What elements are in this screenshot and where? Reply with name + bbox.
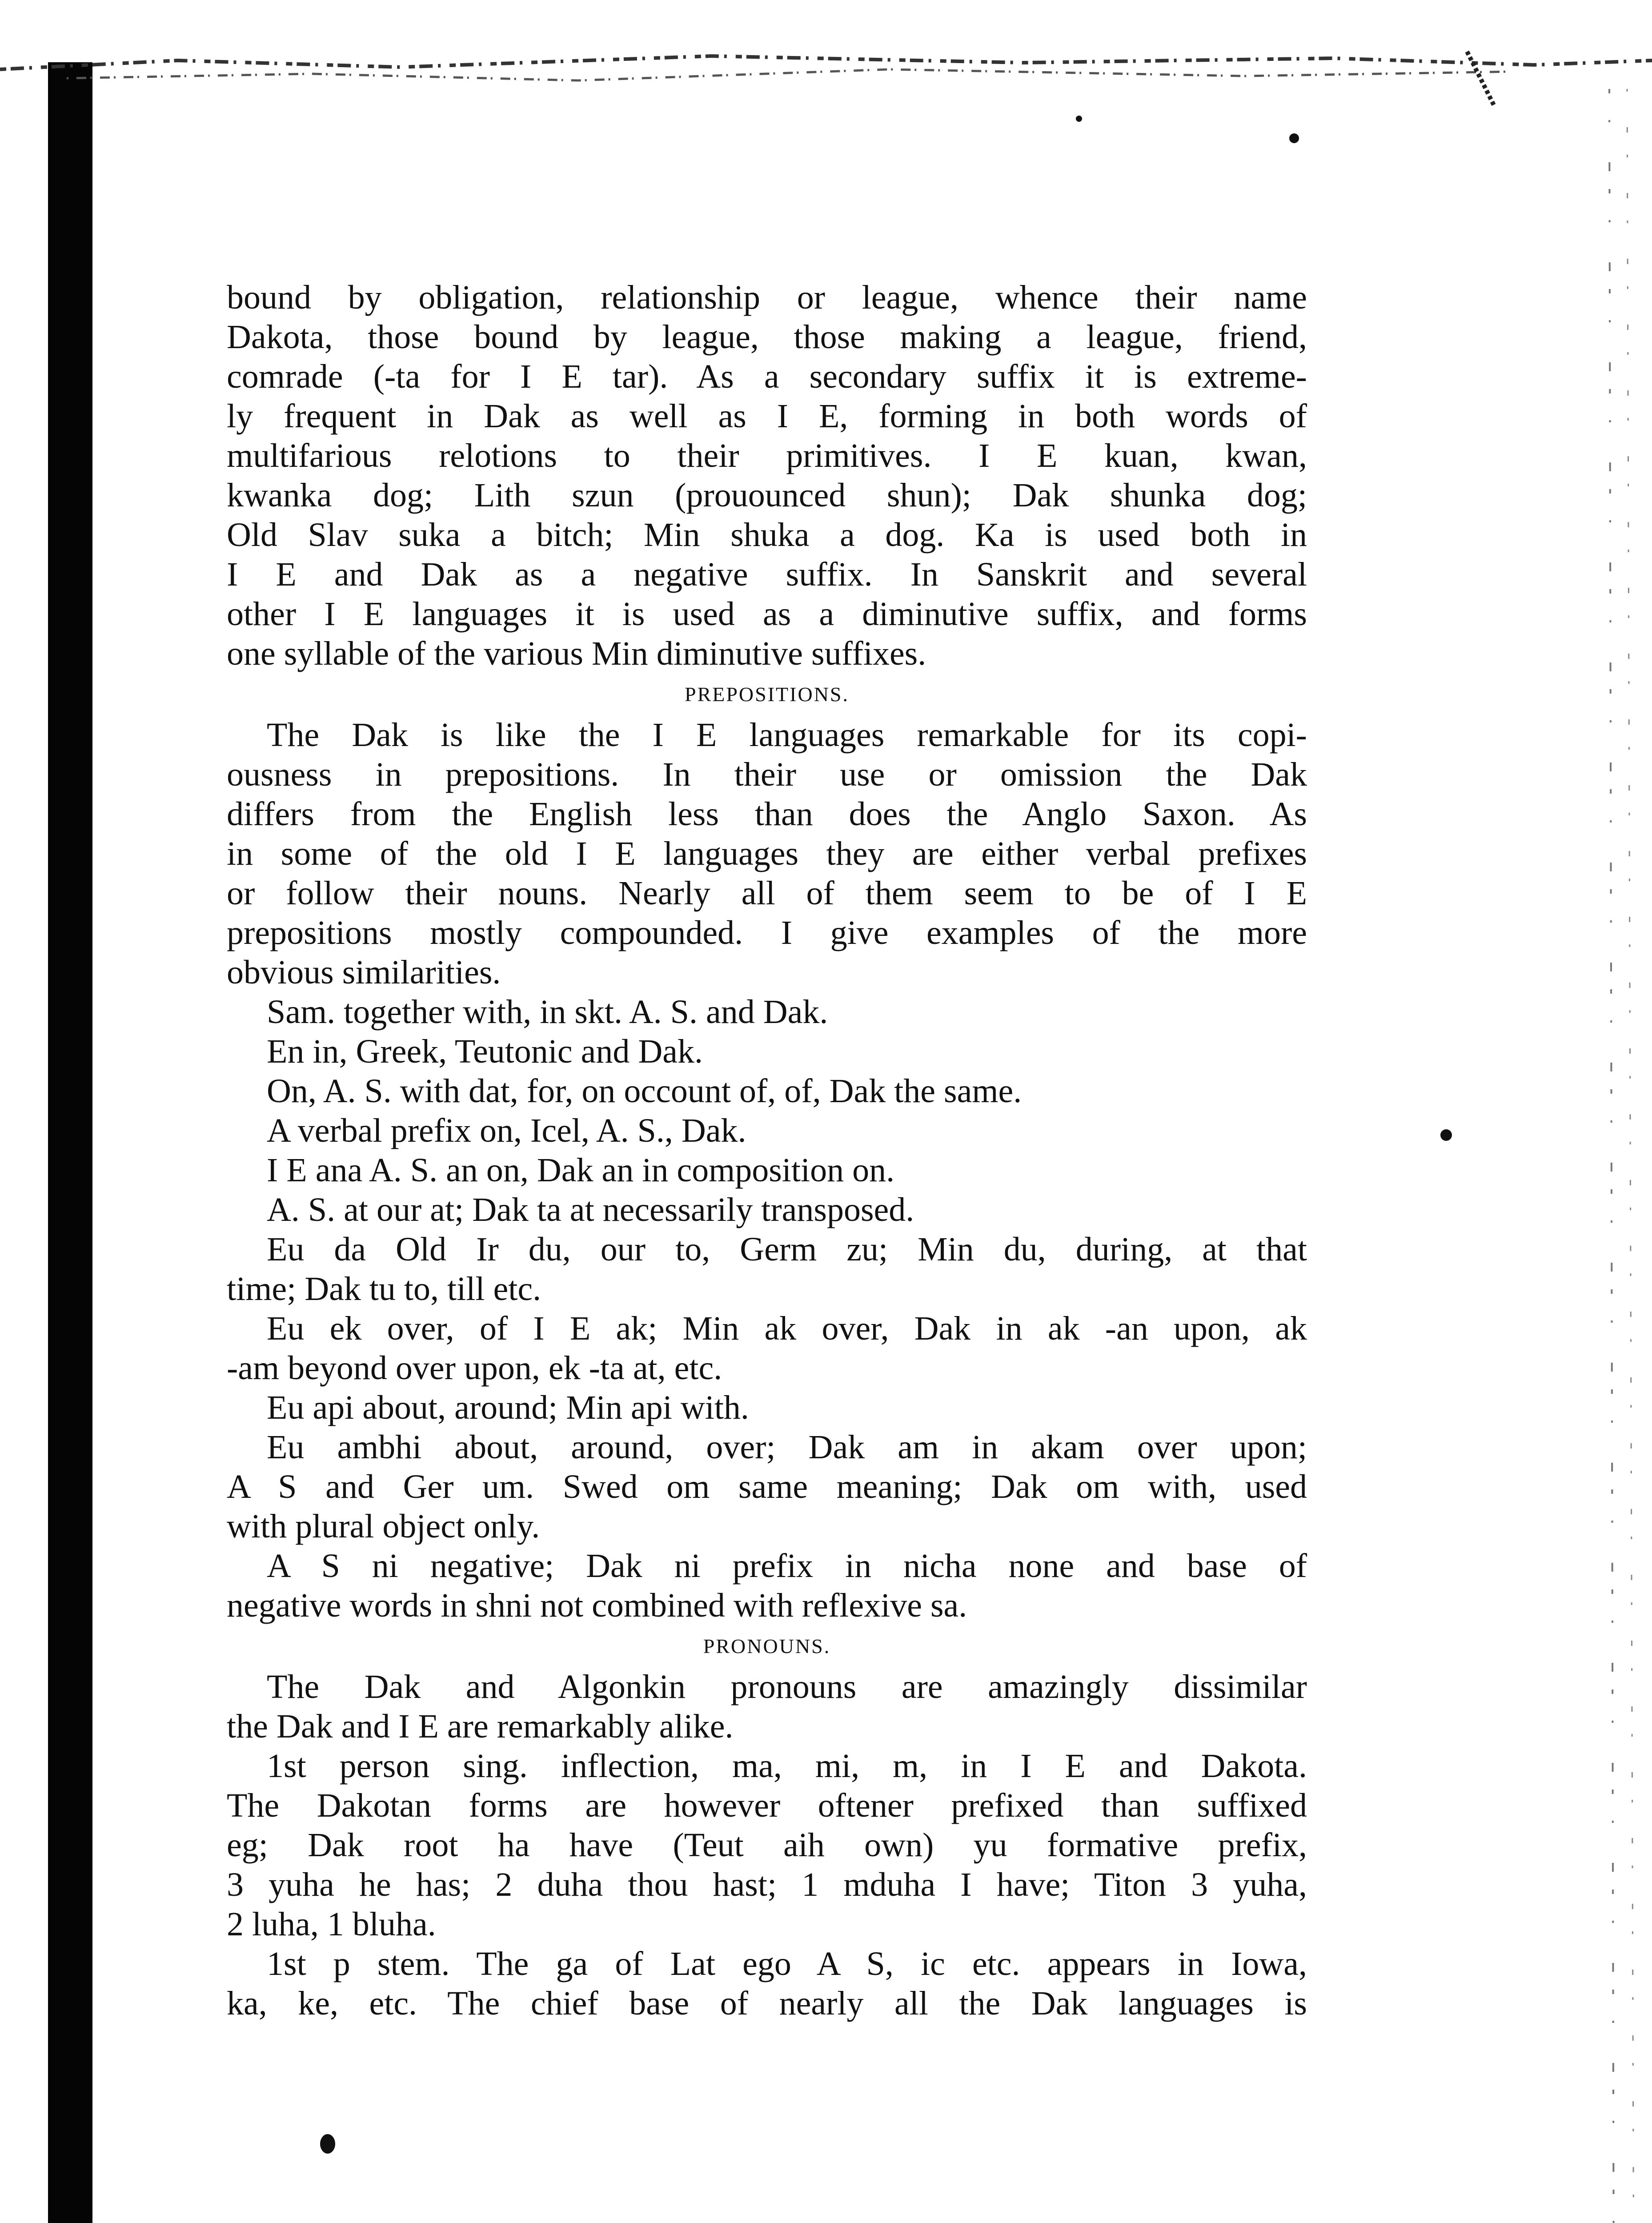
eu-ambhi-paragraph: [227, 1428, 1307, 1546]
example-line: On, A. S. with dat, for, on occount of, of, Dak the same.: [267, 1072, 1022, 1110]
text-line: The Dak and Algonkin pronouns are amazingly dissimilar: [267, 1668, 1307, 1705]
text-line: ly frequent in Dak as well as I E, forming in both words of: [227, 397, 1307, 435]
pronouns-intro-paragraph: [227, 1667, 1307, 1746]
ink-speck: [1289, 133, 1299, 143]
text-line: 1st p stem. The ga of Lat ego A S, ic etc. appears in Iowa,: [267, 1945, 1307, 1982]
text-line: Eu da Old Ir du, our to, Germ zu; Min du, during, at that: [267, 1231, 1307, 1268]
prepositions-intro-paragraph: [227, 715, 1307, 992]
section-heading-prepositions: PREPOSITIONS.: [684, 683, 849, 706]
text-line: I E and Dak as a negative suffix. In Sanskrit and several: [227, 556, 1307, 593]
text-line: with plural object only.: [227, 1508, 540, 1545]
text-line: A S and Ger um. Swed om same meaning; Dak om with, used: [227, 1468, 1307, 1505]
text-line: The Dak is like the I E languages remarkable for its copi-: [267, 716, 1307, 754]
text-line: 2 luha, 1 bluha.: [227, 1906, 436, 1943]
example-line: A verbal prefix on, Icel, A. S., Dak.: [267, 1112, 746, 1149]
text-line: ka, ke, etc. The chief base of nearly all the Dak languages is: [227, 1985, 1307, 2022]
text-line: ousness in prepositions. In their use or omission the Dak: [227, 756, 1307, 793]
as-ni-paragraph: [227, 1546, 1307, 1625]
text-line: one syllable of the various Min diminutive suffixes.: [227, 635, 926, 672]
eu-da-paragraph: [227, 1230, 1307, 1309]
text-line: The Dakotan forms are however oftener prefixed than suffixed: [227, 1787, 1307, 1824]
text-line: in some of the old I E languages they are either verbal prefixes: [227, 835, 1307, 872]
text-line: eg; Dak root ha have (Teut aih own) yu formative prefix,: [227, 1826, 1307, 1864]
text-line: comrade (-ta for I E tar). As a secondary suffix it is extreme-: [227, 358, 1307, 395]
text-line: Eu ek over, of I E ak; Min ak over, Dak in ak -an upon, ak: [267, 1310, 1307, 1347]
eu-ek-paragraph: [227, 1309, 1307, 1388]
text-line: 3 yuha he has; 2 duha thou hast; 1 mduha I have; Titon 3 yuha,: [227, 1866, 1307, 1903]
example-line: A. S. at our at; Dak ta at necessarily transposed.: [267, 1191, 914, 1228]
first-person-paragraph: [227, 1746, 1307, 1944]
scan-binding-bar: [48, 62, 92, 2223]
example-line: Sam. together with, in skt. A. S. and Dak.: [267, 993, 828, 1031]
text-column: [227, 278, 1307, 2023]
text-line: other I E languages it is used as a diminutive suffix, and forms: [227, 595, 1307, 633]
text-line: -am beyond over upon, ek -ta at, etc.: [227, 1349, 722, 1387]
example-line: I E ana A. S. an on, Dak an in composition on.: [267, 1152, 895, 1189]
text-line: obvious similarities.: [227, 954, 501, 991]
top-edge-noise: [0, 43, 1652, 109]
ink-speck: [1076, 116, 1082, 122]
text-line: Dakota, those bound by league, those making a league, friend,: [227, 318, 1307, 356]
eu-api-line: Eu api about, around; Min api with.: [267, 1389, 749, 1426]
text-line: or follow their nouns. Nearly all of them seem to be of I E: [227, 875, 1307, 912]
text-line: negative words in shni not combined with reflexive sa.: [227, 1587, 967, 1624]
text-line: bound by obligation, relationship or league, whence their name: [227, 279, 1307, 316]
first-stem-paragraph: [227, 1944, 1307, 2023]
right-edge-noise: [1458, 89, 1652, 2223]
text-line: Eu ambhi about, around, over; Dak am in akam over upon;: [267, 1428, 1307, 1466]
ink-speck: [320, 2134, 335, 2154]
text-line: multifarious relotions to their primitives. I E kuan, kwan,: [227, 437, 1307, 474]
text-line: Old Slav suka a bitch; Min shuka a dog. Ka is used both in: [227, 516, 1307, 554]
text-line: prepositions mostly compounded. I give examples of the more: [227, 914, 1307, 951]
ink-speck: [1440, 1129, 1452, 1141]
intro-paragraph: [227, 278, 1307, 674]
text-line: kwanka dog; Lith szun (prouounced shun); Dak shunka dog;: [227, 477, 1307, 514]
text-line: time; Dak tu to, till etc.: [227, 1270, 541, 1308]
example-line: En in, Greek, Teutonic and Dak.: [267, 1033, 703, 1070]
text-line: A S ni negative; Dak ni prefix in nicha none and base of: [267, 1547, 1307, 1585]
text-line: the Dak and I E are remarkably alike.: [227, 1708, 734, 1745]
section-heading-pronouns: PRONOUNS.: [703, 1635, 831, 1657]
text-line: 1st person sing. inflection, ma, mi, m, in I E and Dakota.: [267, 1747, 1307, 1785]
text-line: differs from the English less than does the Anglo Saxon. As: [227, 795, 1307, 833]
